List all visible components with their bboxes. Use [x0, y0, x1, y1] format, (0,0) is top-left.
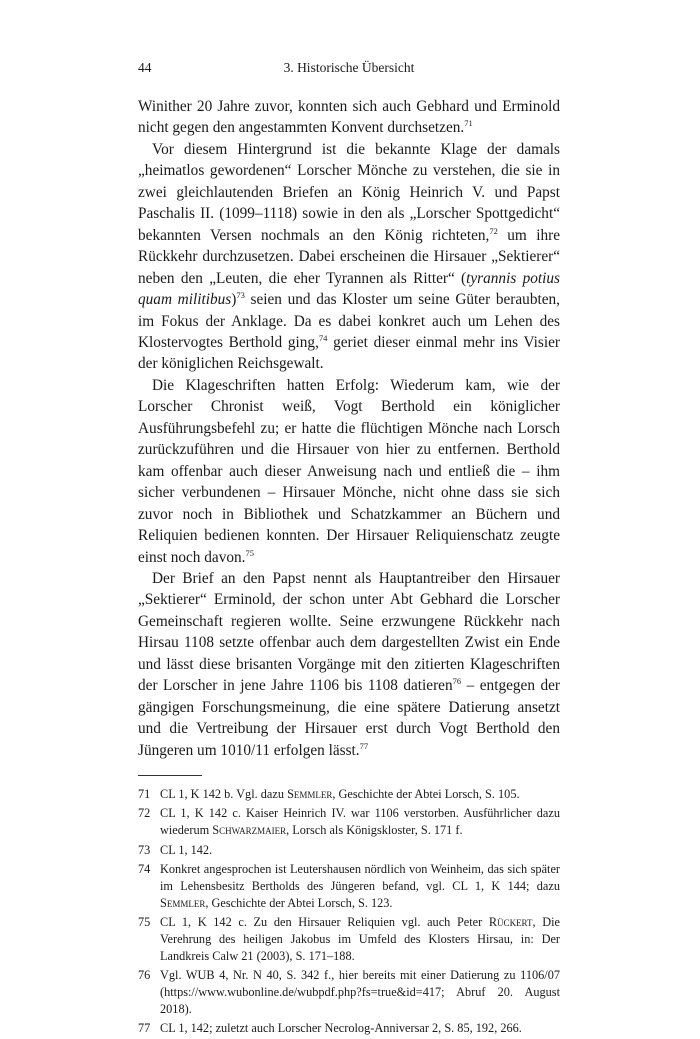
page-number: 44: [138, 60, 152, 75]
footnote-number: 77: [138, 1020, 151, 1035]
latin-quote: tyrannis potius quam militibus: [138, 269, 560, 309]
footnote-ref[interactable]: 75: [245, 547, 254, 558]
footnote-ref[interactable]: 76: [452, 676, 462, 687]
footnote-separator: [138, 775, 202, 776]
paragraph-text: um ihre Rückkehr durchzusetzen. Dabei erscheinen die Hirsauer „Sektierer“ neben den „Leuten, die eher Tyrannen als Ritter“ (: [138, 226, 560, 287]
paragraph-4: [138, 568, 560, 761]
footnote: [138, 1020, 560, 1037]
paragraph-1: [138, 96, 560, 139]
footnote-ref[interactable]: 71: [464, 118, 473, 129]
body-text: [138, 96, 560, 761]
footnote-ref[interactable]: 72: [489, 225, 498, 236]
paragraph-text: geriet dieser einmal mehr ins Visier der königlichen Reichsgewalt.: [138, 333, 560, 373]
footnote: [138, 805, 560, 839]
running-title: 3. Historische Übersicht: [283, 60, 415, 75]
footnote: [138, 914, 560, 964]
footnote-text: CL 1, K 142 c. Zu den Hirsauer Reliquien vgl. auch Peter Rückert, Die Verehrung des heiligen Jakobus im Umfeld des Klosters Hirsau, in: Der Landkreis Calw 21 (2003), S. 171–188.: [160, 915, 561, 963]
footnote: [138, 861, 560, 911]
footnote-ref[interactable]: 73: [236, 290, 245, 301]
paragraph-text: Winither 20 Jahre zuvor, konnten sich auch Gebhard und Erminold nicht gegen den angestammten Konvent durchsetzen.: [138, 98, 560, 137]
author-name: Semmler: [160, 895, 206, 910]
footnote: [138, 786, 560, 803]
footnote-number: 76: [138, 967, 151, 982]
paragraph-text: Der Brief an den Papst nennt als Hauptantreiber den Hirsauer „Sektierer“ Erminold, der schon unter Abt Gebhard die Lorscher Gemeinschaft regieren wollte. Seine erzwungene Rückkehr nach Hirsau 1108 setzte offenbar auch dem dargestellten Zwist ein Ende und lässt diese brisanten Vorgänge mit den zitierten Klageschriften der Lorscher in jene Jahre 1106 bis 1108 datieren: [138, 569, 560, 695]
footnote-text: CL 1, 142; zuletzt auch Lorscher Necrolog-Anniversar 2, S. 85, 192, 266.: [160, 1020, 522, 1035]
footnote: [138, 967, 560, 1017]
book-page: [138, 60, 560, 1039]
footnote-number: 72: [138, 806, 151, 821]
footnotes: [138, 786, 560, 1037]
footnote-text: Vgl. WUB 4, Nr. N 40, S. 342 f., hier bereits mit einer Datierung zu 1106/07 (https://​www.wubonline.de/wubpdf.php?fs=true&id=417; Abruf 20. August 2018).: [160, 967, 560, 1016]
author-name: Semmler: [287, 787, 333, 802]
paragraph-3: [138, 375, 560, 568]
paragraph-text: ): [231, 291, 237, 309]
paragraph-text: Vor diesem Hintergrund ist die bekannte Klage der damals „heimatlos gewordenen“ Lorscher Mönche zu verstehen, die sie in zwei gleichlautenden Briefen an König Heinrich V. und Papst Paschalis II. (1099–1118) sowie in den als „Lorscher Spottgedicht“ bekannten Versen nochmals an den König richteten,: [138, 140, 560, 244]
footnote-number: 73: [138, 842, 151, 857]
footnote-text: Konkret angesprochen ist Leutershausen nördlich von Weinheim, das sich später im Lehensbesitz Bertholds des Jüngeren befand, vgl. CL 1, K 144; dazu Semmler, Geschichte der Abtei Lorsch, S. 123.: [160, 862, 560, 910]
paragraph-text: Die Klageschriften hatten Erfolg: Wiederum kam, wie der Lorscher Chronist weiß, Vogt Berthold ein königlicher Ausführungsbefehl zu; er hatte die flüchtigen Mönche nach Lorsch zurückzuführen und die Hirsauer von hier zu entfernen. Berthold kam offenbar auch dieser Anweisung nach und entließ die – ihm sicher verbundenen – Hirsauer Mönche, nicht ohne dass sie sich zuvor noch in Bibliothek und Schatzkammer an Büchern und Reliquien bedienen konnten. Der Hirsauer Reliquienschatz zeugte einst noch davon.: [138, 376, 560, 566]
footnote: [138, 842, 560, 859]
footnote-number: 74: [138, 862, 151, 877]
author-name: Rückert: [488, 915, 533, 929]
footnote-ref[interactable]: 74: [318, 332, 328, 343]
footnote-text: CL 1, K 142 c. Kaiser Heinrich IV. war 1106 verstorben. Ausführlicher dazu wiederum Schwarzmaier, Lorsch als Königskloster, S. 171 f.: [160, 806, 560, 838]
page-header: [138, 60, 560, 82]
footnote-number: 71: [138, 787, 151, 802]
paragraph-2: [138, 139, 560, 375]
footnote-number: 75: [138, 915, 151, 929]
footnote-text: CL 1, 142.: [160, 842, 213, 857]
paragraph-text: seien und das Kloster um seine Güter beraubten, im Fokus der Anklage. Da es dabei konkret auch um Lehen des Klostervogtes Berthold ging,: [138, 291, 560, 351]
footnote-ref[interactable]: 77: [359, 740, 369, 751]
footnote-text: CL 1, K 142 b. Vgl. dazu Semmler, Geschichte der Abtei Lorsch, S. 105.: [160, 787, 520, 802]
author-name: Schwarzmaier: [212, 823, 287, 838]
paragraph-text: – entgegen der gängigen Forschungsmeinung, die eine spätere Datierung ansetzt und die Vertreibung der Hirsauer erst durch Vogt Berthold den Jüngeren um 1010/11 erfolgen lässt.: [138, 677, 560, 759]
